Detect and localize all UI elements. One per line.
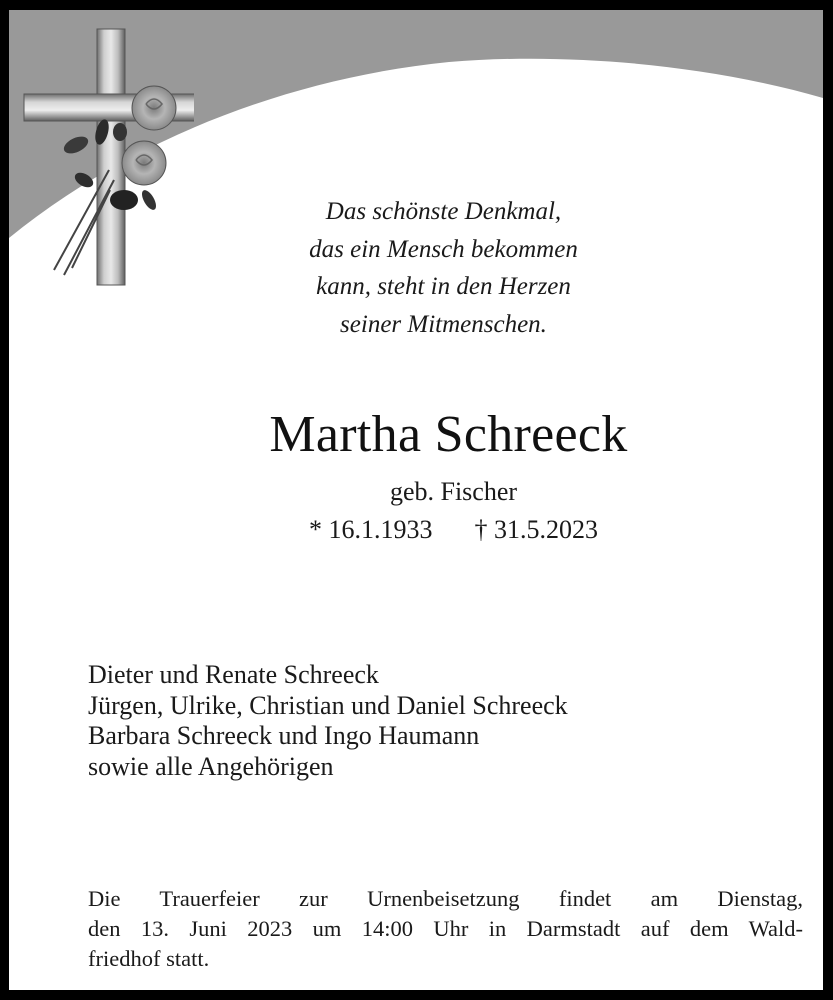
quote-line: kann, steht in den Herzen — [316, 273, 571, 300]
maiden-name: geb. Fischer — [389, 477, 518, 506]
quote-line: das ein Mensch bekommen — [309, 235, 578, 263]
ceremony-line: den 13. Juni 2023 um 14:00 Uhr in Darmstadt auf dem Wald- — [88, 916, 803, 941]
life-dates — [9, 515, 823, 545]
memorial-quote — [9, 193, 823, 343]
mourner-line: Barbara Schreeck und Ingo Haumann — [88, 721, 480, 750]
ceremony-line: Die Trauerfeier zur Urnenbeisetzung findet am Dienstag, — [88, 886, 803, 911]
deceased-name: Martha Schreeck — [269, 406, 628, 463]
mourner-line: Jürgen, Ulrike, Christian und Daniel Schreeck — [88, 690, 568, 720]
mourner-line: Dieter und Renate Schreeck — [88, 660, 379, 689]
birth-date: * 16.1.1933 — [309, 515, 433, 544]
ceremony-info — [88, 884, 803, 974]
quote-line: seiner Mitmenschen. — [340, 310, 547, 338]
ceremony-line: friedhof statt. — [88, 946, 210, 971]
mourner-line: sowie alle Angehörigen — [88, 751, 334, 781]
quote-line: Das schönste Denkmal, — [325, 198, 562, 225]
death-date: † 31.5.2023 — [474, 515, 598, 544]
mourners-list — [88, 660, 568, 782]
